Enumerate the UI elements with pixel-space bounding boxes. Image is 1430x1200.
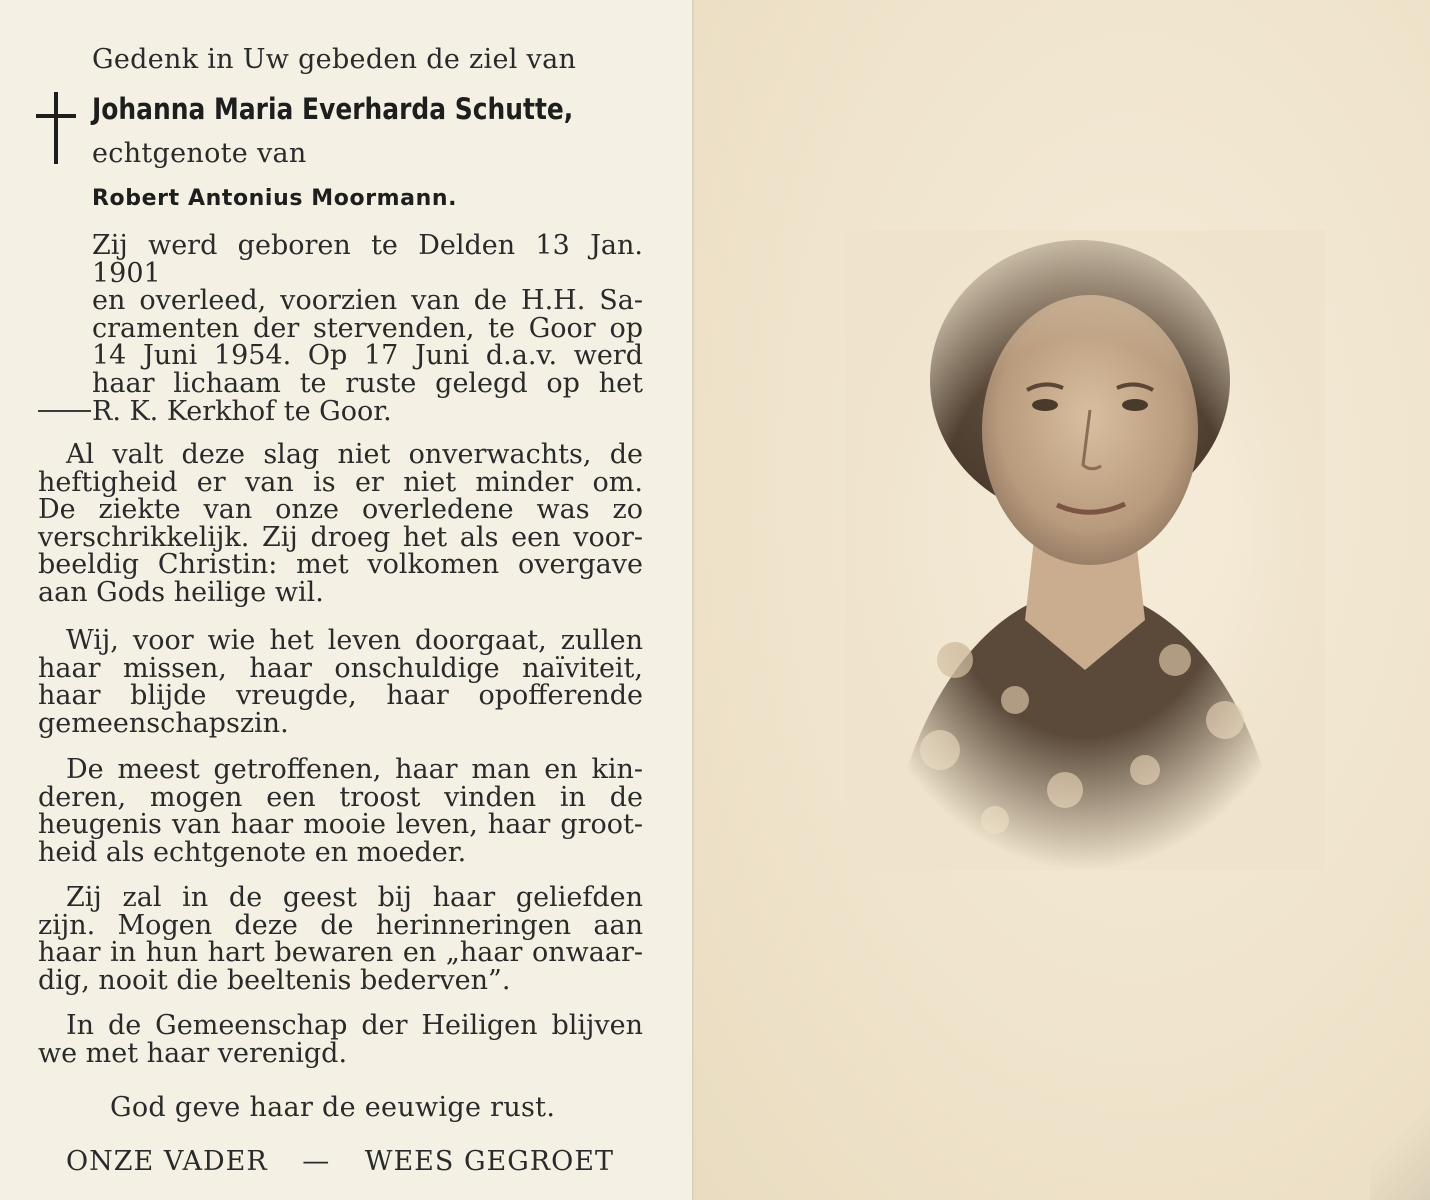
text-line: verschrikkelijk. Zij droeg het als een voor-: [38, 521, 643, 553]
text-line: gemeenschapszin.: [38, 707, 289, 739]
text-line: haar blijde vreugde, haar opofferende: [38, 680, 643, 712]
bio-line: en overleed, voorzien van de H.H. Sa-: [92, 285, 643, 317]
text-line: dig, nooit die beeltenis bederven”.: [38, 964, 511, 996]
bio-line: cramenten der stervenden, te Goor op: [92, 312, 643, 344]
blessing-line: God geve haar de eeuwige rust.: [110, 1092, 556, 1123]
paragraph-5: [38, 1012, 643, 1067]
spouse-prefix: echtgenote van: [92, 138, 307, 169]
section-divider: [38, 410, 91, 412]
text-line: Wij, voor wie het leven doorgaat, zullen: [66, 625, 643, 656]
biography: [92, 232, 643, 425]
text-line: heid als echtgenote en moeder.: [38, 836, 467, 868]
intro-line: Gedenk in Uw gebeden de ziel van: [92, 44, 577, 75]
spouse-name: Robert Antonius Moormann.: [92, 186, 458, 211]
text-line: aan Gods heilige wil.: [38, 576, 324, 608]
text-line: heugenis van haar mooie leven, haar groot-: [38, 809, 643, 841]
text-line: Al valt deze slag niet onverwachts, de: [66, 439, 643, 470]
deceased-name: Johanna Maria Everharda Schutte,: [92, 92, 574, 126]
card-corner-wear: [1370, 1060, 1430, 1200]
text-line: haar in hun hart bewaren en „haar onwaar-: [38, 937, 643, 969]
text-line: beeldig Christin: met volkomen overgave: [38, 549, 643, 581]
text-line: heftigheid er van is er niet minder om.: [38, 466, 643, 498]
prayer-line: [66, 1146, 614, 1177]
prayer-separator: —: [302, 1146, 331, 1177]
bio-line: haar lichaam te ruste gelegd op het: [92, 367, 643, 399]
text-line: De meest getroffenen, haar man en kin-: [66, 754, 643, 785]
bio-line: R. K. Kerkhof te Goor.: [92, 395, 392, 427]
prayer-hail-mary: WEES GEGROET: [364, 1146, 614, 1177]
paragraph-1: [38, 441, 643, 607]
cross-icon: [36, 92, 76, 164]
bio-line: Zij werd geboren te Delden 13 Jan. 1901: [92, 230, 643, 289]
text-line: De ziekte van onze overledene was zo: [38, 494, 643, 526]
text-line: In de Gemeenschap der Heiligen blijven: [66, 1010, 643, 1041]
portrait-photo: [845, 230, 1325, 870]
paragraph-2: [38, 627, 643, 737]
paragraph-3: [38, 756, 643, 866]
bio-line: 14 Juni 1954. Op 17 Juni d.a.v. werd: [92, 340, 643, 372]
text-line: zijn. Mogen deze de herinneringen aan: [38, 909, 643, 941]
text-line: Zij zal in de geest bij haar geliefden: [66, 882, 643, 913]
photo-panel: [695, 0, 1430, 1200]
text-line: deren, mogen een troost vinden in de: [38, 781, 643, 813]
paragraph-4: [38, 884, 643, 994]
text-line: haar missen, haar onschuldige naïviteit,: [38, 652, 643, 684]
text-panel: [0, 0, 692, 1200]
text-line: we met haar verenigd.: [38, 1037, 348, 1069]
prayer-our-father: ONZE VADER: [66, 1146, 268, 1177]
